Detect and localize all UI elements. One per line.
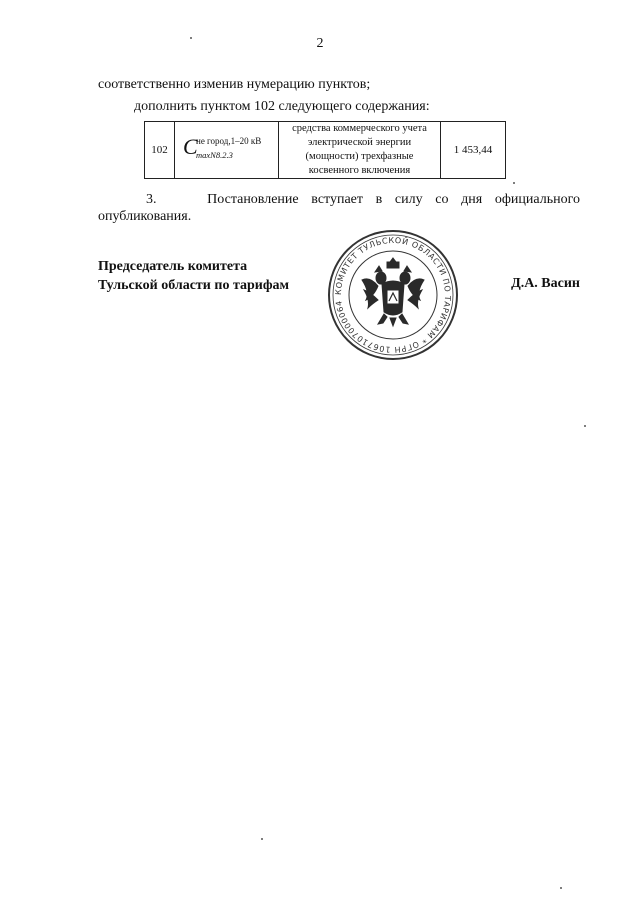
official-seal — [326, 228, 460, 362]
signatory-title-line: Председатель комитета — [98, 259, 248, 274]
svg-text:КОМИТЕТ ТУЛЬСКОЙ ОБЛАСТИ ПО ТА: КОМИТЕТ ТУЛЬСКОЙ ОБЛАСТИ ПО ТАРИФАМ * ОГРН 1067107000064 — [333, 235, 453, 355]
signatory-title-line: Тульской области по тарифам — [98, 278, 290, 293]
paragraph-text: Постановление вступает в силу со дня официального — [207, 192, 581, 207]
description-cell — [279, 122, 441, 179]
paragraph-3-line2: опубликования. — [98, 209, 192, 224]
description-line: (мощности) трехфазные — [305, 151, 414, 162]
text-line-add-item: дополнить пунктом 102 следующего содержания: — [134, 99, 430, 114]
speck — [584, 425, 586, 427]
speck — [261, 838, 263, 840]
paragraph-number: 3. — [146, 192, 157, 207]
rate-code-cell — [175, 122, 279, 179]
signer-name: Д.А. Васин — [511, 276, 580, 291]
speck — [560, 887, 562, 889]
speck — [513, 182, 515, 184]
signatory-title — [98, 257, 289, 295]
seal-graphic — [326, 228, 460, 362]
page-number: 2 — [316, 36, 324, 51]
rate-superscript: не город,1–20 кВ — [196, 135, 262, 146]
value-cell: 1 453,44 — [441, 122, 506, 179]
rate-formula — [183, 133, 269, 163]
description-line: электрической энергии — [307, 137, 412, 148]
speck — [190, 37, 192, 39]
text-line-renumber: соответственно изменив нумерацию пунктов; — [98, 77, 371, 92]
rate-symbol: C — [183, 133, 198, 159]
description-line: косвенного включения — [308, 165, 411, 176]
tariff-table — [144, 121, 506, 179]
description-line: средства коммерческого учета — [292, 123, 427, 134]
rate-subscript: maxN8.2.3 — [196, 149, 233, 160]
table-row — [145, 122, 506, 179]
paragraph-3-line1 — [98, 190, 580, 209]
item-number-cell: 102 — [145, 122, 175, 179]
